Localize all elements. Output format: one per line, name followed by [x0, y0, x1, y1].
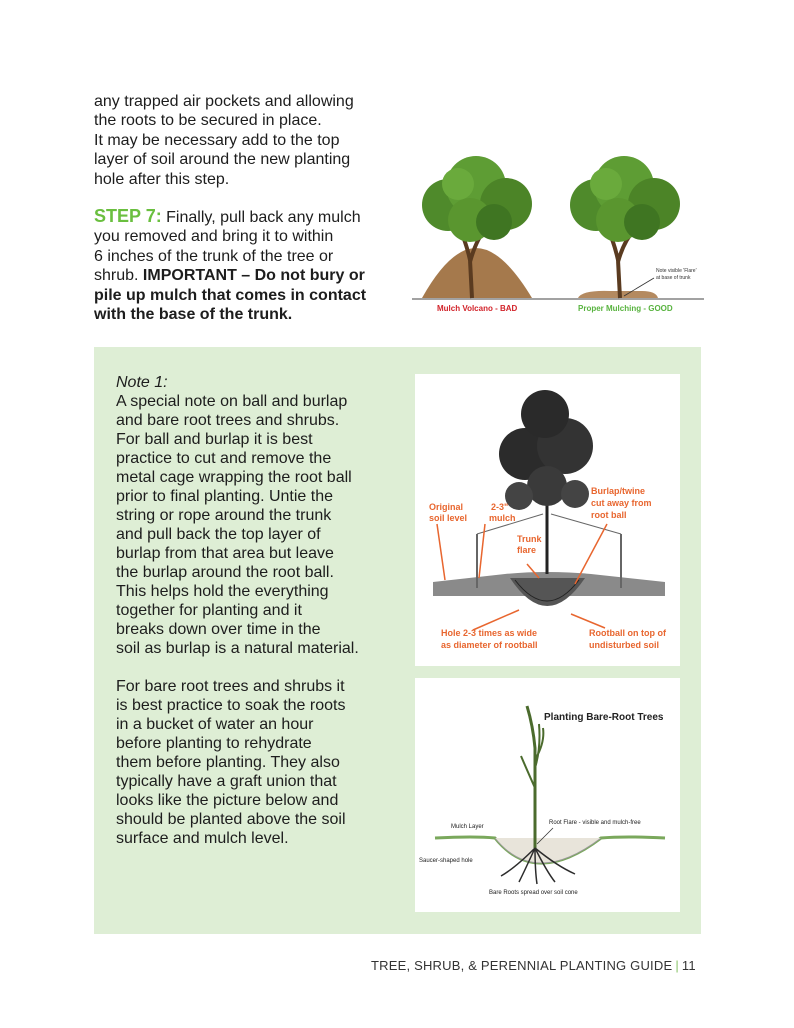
flare-note: Note visible 'Flare'	[656, 268, 697, 274]
mulch-comparison-figure	[410, 150, 706, 320]
bare-roots-spread-label: Bare Roots spread over soil cone	[489, 890, 578, 896]
rootball-label: undisturbed soil	[589, 640, 660, 650]
note-line: in a bucket of water an hour	[116, 716, 314, 733]
step7-line: 6 inches of the trunk of the tree or	[94, 247, 334, 265]
important-warning-line: pile up mulch that comes in contact	[94, 286, 367, 304]
note-line: the burlap around the root ball.	[116, 564, 334, 581]
note-title: Note 1:	[116, 374, 168, 391]
burlap-cut-label: cut away from	[591, 498, 652, 508]
note-line: string or rope around the trunk	[116, 507, 332, 524]
mulch-depth-label: mulch	[489, 513, 516, 523]
note-line: before planting to rehydrate	[116, 735, 312, 752]
note-line: This helps hold the everything	[116, 583, 329, 600]
important-warning: IMPORTANT – Do not bury or	[142, 267, 365, 285]
note-line: prior to final planting. Untie the	[116, 488, 334, 505]
note-line: is best practice to soak the roots	[116, 697, 346, 714]
note-line: and bare root trees and shrubs.	[116, 412, 340, 429]
footer-separator: |	[675, 958, 679, 973]
note-line: A special note on ball and burlap	[116, 393, 348, 410]
step7-line: you removed and bring it to within	[94, 228, 334, 246]
page-footer	[371, 958, 696, 973]
note-line: surface and mulch level.	[116, 830, 289, 847]
trunk-flare-label: flare	[517, 545, 537, 555]
mulch-volcano-label: Mulch Volcano - BAD	[437, 304, 518, 313]
step7-text: Finally, pull back any mulch	[161, 209, 361, 226]
footer-title: TREE, SHRUB, & PERENNIAL PLANTING GUIDE	[371, 958, 673, 973]
note-line: metal cage wrapping the root ball	[116, 469, 352, 486]
intro-line: It may be necessary add to the top	[94, 131, 340, 149]
original-soil-label: Original	[429, 502, 464, 512]
note-line: together for planting and it	[116, 602, 302, 619]
note-line: soil as burlap is a natural material.	[116, 640, 359, 657]
proper-mulching-label: Proper Mulching - GOOD	[578, 304, 673, 313]
intro-line: any trapped air pockets and allowing	[94, 93, 354, 110]
note-line: them before planting. They also	[116, 754, 340, 771]
note-line: For bare root trees and shrubs it	[116, 678, 345, 695]
note-line: looks like the picture below and	[116, 792, 339, 809]
backfill-label: Backfill	[489, 596, 522, 606]
bare-root-title: Planting Bare-Root Trees	[544, 712, 664, 723]
original-soil-label: soil level	[429, 513, 468, 523]
trunk-flare-label: Trunk	[517, 534, 542, 544]
step7-paragraph	[94, 207, 394, 324]
hole-width-label: Hole 2-3 times as wide	[441, 628, 538, 638]
mulch-volcano-tree-illustration	[422, 156, 532, 298]
note-line: and pull back the top layer of	[116, 526, 321, 543]
note-line: practice to cut and remove the	[116, 450, 332, 467]
intro-paragraph	[94, 92, 394, 189]
rootball-label: Rootball on top of	[589, 628, 666, 638]
step7-text: shrub.	[94, 267, 143, 285]
flare-note: at base of trunk	[656, 275, 691, 281]
page-number: 11	[681, 958, 696, 973]
important-warning-line: with the base of the trunk.	[94, 306, 293, 324]
step7-line	[94, 207, 394, 227]
burlap-cut-label: Burlap/twine	[591, 486, 646, 496]
intro-line: the roots to be secured in place.	[94, 112, 322, 130]
ball-and-burlap-figure	[415, 374, 680, 666]
saucer-hole-label: Saucer-shaped hole	[419, 858, 473, 864]
hole-width-label: as diameter of rootball	[441, 640, 538, 650]
intro-line: layer of soil around the new planting	[94, 151, 351, 169]
step7-label: STEP 7:	[94, 206, 162, 226]
note-line: typically have a graft union that	[116, 773, 337, 790]
intro-line: hole after this step.	[94, 170, 230, 188]
note-line: should be planted above the soil	[116, 811, 346, 828]
root-flare-label: Root Flare - visible and mulch-free	[549, 820, 641, 826]
note-line: burlap from that area but leave	[116, 545, 334, 562]
bare-root-figure	[415, 678, 680, 912]
note-text	[116, 373, 386, 848]
burlap-cut-label: root ball	[591, 510, 627, 520]
step7-line	[94, 266, 394, 285]
note-line: For ball and burlap it is best	[116, 431, 313, 448]
mulch-depth-label: 2-3"	[491, 502, 509, 512]
note-line: breaks down over time in the	[116, 621, 321, 638]
mulch-layer-label: Mulch Layer	[451, 824, 484, 830]
